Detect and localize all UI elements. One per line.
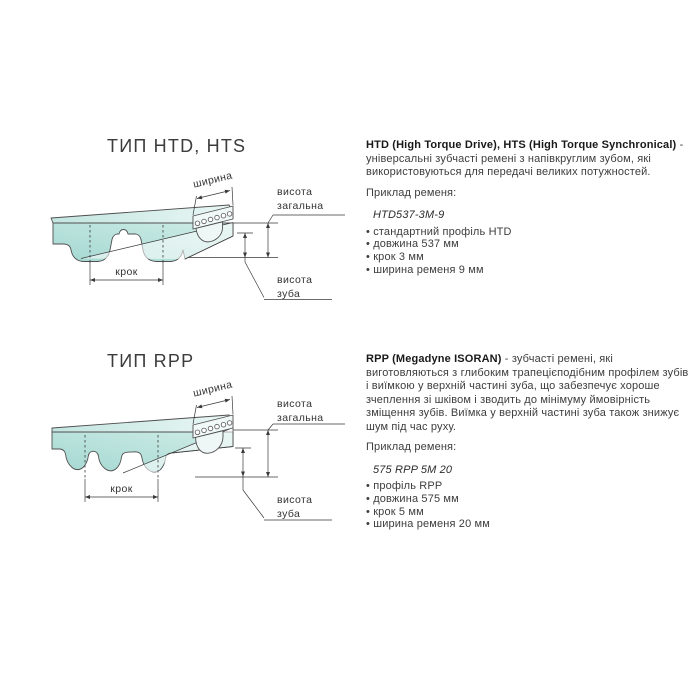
tooth-height-label-line2: зуба <box>277 288 301 300</box>
pitch-label: крок <box>110 483 133 495</box>
spec-item: • стандартний профіль HTD <box>366 226 693 239</box>
spec-item: • крок 5 мм <box>366 506 693 519</box>
spec-item: • профіль RPP <box>366 480 693 493</box>
htd-heading-separator: - <box>676 139 684 151</box>
rpp-model: 575 RPP 5M 20 <box>373 463 453 476</box>
section-title-rpp: ТИП RPP <box>107 351 195 371</box>
rpp-heading: RPP (Megadyne ISORAN) <box>366 353 502 365</box>
htd-description-block <box>366 139 693 277</box>
tooth-height-dimension <box>235 448 332 520</box>
total-height-label-line1: висота <box>277 398 313 410</box>
pitch-label: крок <box>115 266 138 278</box>
spec-item: • довжина 575 мм <box>366 493 693 506</box>
rpp-heading-separator: - <box>501 353 512 365</box>
pitch-dimension <box>90 262 163 285</box>
pitch-dimension <box>85 479 158 502</box>
total-height-label-line1: висота <box>277 186 313 198</box>
total-height-label-line2: загальна <box>277 200 324 212</box>
tooth-height-label-line1: висота <box>277 494 313 506</box>
spec-item: • крок 3 мм <box>366 251 693 264</box>
tooth-height-dimension <box>237 233 332 300</box>
htd-description: універсальні зубчасті ремені з напівкруглим зубом, які використовуються для передачі великих потужностей. <box>366 152 651 178</box>
htd-lead-paragraph <box>366 139 693 180</box>
tooth-height-label-line1: висота <box>277 274 313 286</box>
htd-heading: HTD (High Torque Drive), HTS (High Torque Synchronical) <box>366 139 677 151</box>
total-height-label-line2: загальна <box>277 412 324 424</box>
spec-item: • ширина ременя 9 мм <box>366 264 693 277</box>
rpp-description-block <box>366 353 693 531</box>
section-title-htd: ТИП HTD, HTS <box>107 136 247 156</box>
tooth-height-label-line2: зуба <box>277 508 301 520</box>
rpp-lead-paragraph <box>366 353 693 434</box>
htd-example-label: Приклад ременя: <box>366 186 457 199</box>
spec-item: • ширина ременя 20 мм <box>366 518 693 531</box>
rpp-spec-list <box>366 480 693 531</box>
spec-item: • довжина 537 мм <box>366 238 693 251</box>
rpp-description: зубчасті ремені, які виготовляються з глибоким трапецієподібним профілем зубів і виїмкою у верхній частині зуба, що забезпечує хороше зчеплення зі шківом і зводить до мінімуму ймовірність зміщення зубів. Виїмка у верхній частині зуба також знижує шум під час руху. <box>366 353 689 433</box>
width-label: ширина <box>191 169 234 191</box>
rpp-belt-diagram <box>45 375 385 535</box>
rpp-example-label: Приклад ременя: <box>366 441 457 453</box>
htd-spec-list <box>366 226 693 277</box>
width-label: ширина <box>191 378 234 400</box>
htd-belt-diagram <box>45 163 385 315</box>
htd-model: HTD537-3M-9 <box>373 209 445 221</box>
